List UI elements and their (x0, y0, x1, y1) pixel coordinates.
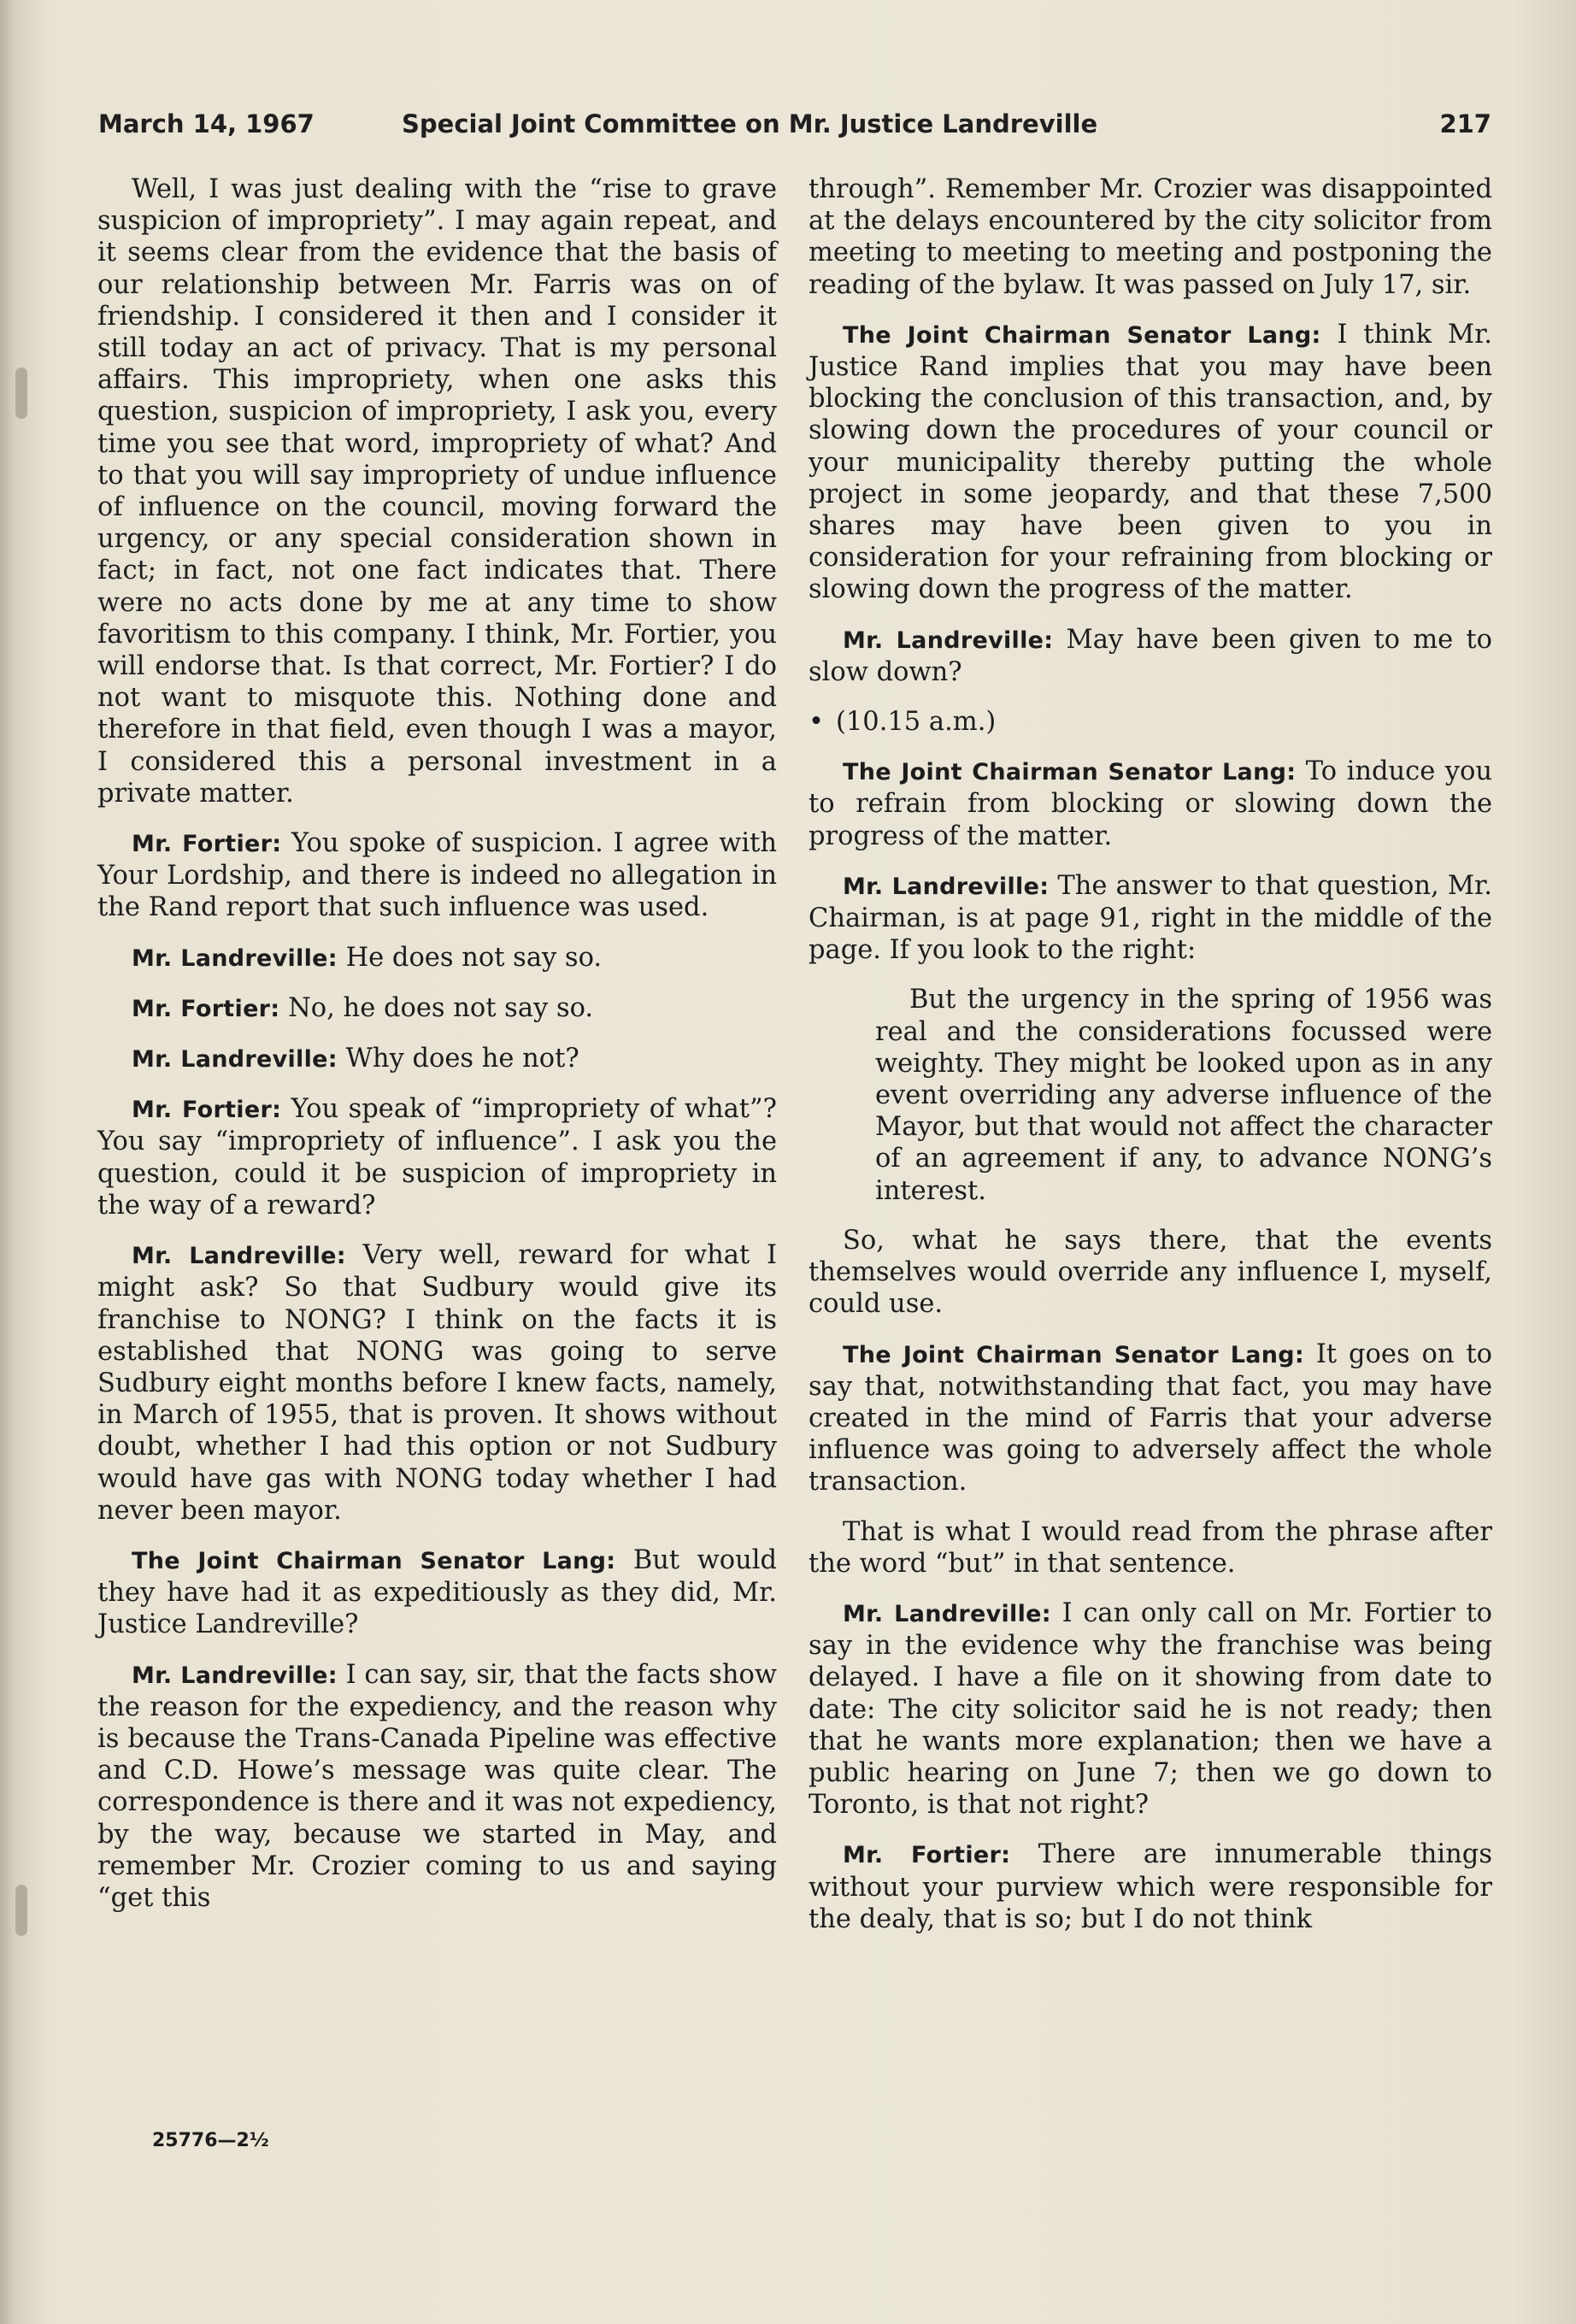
speech-text: Why does he not? (345, 1044, 579, 1074)
bullet-icon: • (809, 707, 824, 738)
speech-text: You speak of “impropriety of what”? You say “impropriety of influence”. I ask you the question, could it be suspicion of impropriety in the way of a reward? (97, 1094, 777, 1221)
speech-text: I can only call on Mr. Fortier to say in the evidence why the franchise was being delayed. I have a file on it showing from date to date: The city solicitor said he is not ready; then that he wants more explanation; then we have a public hearing on June 7; then we go down to Toronto, is that not right? (809, 1597, 1492, 1821)
speech-text: He does not say so. (345, 942, 603, 973)
paragraph: So, what he says there, that the events themselves would override any influence I, myself, could use. (809, 1225, 1492, 1320)
speaker-name: The Joint Chairman Senator Lang: (132, 1547, 616, 1574)
paragraph: through”. Remember Mr. Crozier was disappointed at the delays encountered by the city solicitor from meeting to meeting to meeting and postponing the reading of the bylaw. It was passed on July 17, sir. (809, 174, 1492, 300)
speaker-name: Mr. Fortier: (132, 831, 282, 858)
paragraph (97, 1043, 777, 1075)
paragraph (97, 1239, 777, 1527)
header-title: Special Joint Committee on Mr. Justice Landreville (402, 109, 1098, 138)
speaker-name: Mr. Fortier: (843, 1842, 1011, 1869)
time-text: (10.15 a.m.) (836, 707, 997, 738)
speaker-name: Mr. Landreville: (843, 627, 1054, 654)
paragraph (97, 1544, 777, 1641)
speaker-name: Mr. Landreville: (843, 1600, 1051, 1627)
speech-text: I can say, sir, that the facts show the reason for the expediency, and the reason why is because the Trans-Canada Pipeline was effective and C.D. Howe’s message was quite clear. The correspondence is there and it was not expediency, by the way, because we started in May, and remember Mr. Crozier coming to us and saying “get this (97, 1659, 777, 1913)
paragraph (809, 624, 1492, 688)
paragraph (97, 1093, 777, 1221)
speaker-name: Mr. Fortier: (132, 995, 280, 1022)
paragraph (809, 319, 1492, 606)
paragraph (97, 1659, 777, 1915)
speaker-name: The Joint Chairman Senator Lang: (843, 759, 1297, 786)
running-header (98, 109, 1491, 144)
printer-code: 25776—2½ (152, 2130, 269, 2151)
speech-text: You spoke of suspicion. I agree with Your Lordship, and there is indeed no allegation in the Rand report that such influence was used. (97, 828, 777, 923)
speaker-name: Mr. Landreville: (132, 944, 338, 972)
speaker-name: Mr. Landreville: (132, 1662, 338, 1689)
paragraph (97, 992, 777, 1025)
speaker-name: The Joint Chairman Senator Lang: (843, 321, 1321, 349)
speaker-name: Mr. Fortier: (132, 1097, 282, 1124)
paragraph (809, 1339, 1492, 1498)
speaker-name: Mr. Landreville: (843, 873, 1050, 900)
time-marker (809, 706, 1492, 738)
block-quote: But the urgency in the spring of 1956 was real and the considerations focussed were weighty. They might be looked upon as in any event overriding any adverse influence of the Mayor, but that would not affect the character of an agreement if any, to advance NONG’s interest. (875, 985, 1492, 1206)
paragraph (97, 827, 777, 924)
speech-text: It goes on to say that, notwithstanding that fact, you may have created in the mind of Farris that your adverse influence was going to adversely affect the whole transaction. (809, 1339, 1492, 1497)
speech-text: May have been given to me to slow down? (809, 624, 1492, 687)
paragraph (809, 1839, 1492, 1935)
binding-mark (15, 368, 27, 419)
speaker-name: Mr. Landreville: (132, 1046, 338, 1074)
page-number: 217 (1439, 109, 1491, 138)
speech-text: No, he does not say so. (288, 992, 594, 1023)
paragraph (809, 1597, 1492, 1821)
paragraph (809, 756, 1492, 852)
paragraph: That is what I would read from the phrase after the word “but” in that sentence. (809, 1516, 1492, 1579)
speech-text: But would they have had it as expeditiously as they did, Mr. Justice Landreville? (97, 1544, 777, 1640)
speech-text: There are innumerable things without your purview which were responsible for the dealy, that is so; but I do not think (809, 1839, 1492, 1934)
header-date: March 14, 1967 (98, 109, 315, 138)
paragraph (97, 942, 777, 974)
binding-mark (15, 1885, 27, 1936)
speech-text: I think Mr. Justice Rand implies that you may have been blocking the conclusion of this transaction, and, by slowing down the procedures of your council or your municipality thereby putting the whole project in some jeopardy, and that these 7,500 shares may have been given to you in consideration for your refraining from blocking or slowing down the progress of the matter. (809, 319, 1492, 605)
speech-text: To induce you to refrain from blocking or slowing down the progress of the matter. (809, 756, 1492, 851)
paragraph (809, 870, 1492, 967)
paragraph: Well, I was just dealing with the “rise to grave suspicion of impropriety”. I may again repeat, and it seems clear from the evidence that the basis of our relationship between Mr. Farris was on of friendship. I considered it then and I consider it still today an act of privacy. That is my personal affairs. This impropriety, when one asks this question, suspicion of impropriety, I ask you, every time you see that word, impropriety of what? And to that you will say impropriety of undue influence of influence on the council, moving forward the urgency, or any special consideration shown in fact; in fact, not one fact indicates that. There were no acts done by me at any time to show favoritism to this company. I think, Mr. Fortier, you will endorse that. Is that correct, Mr. Fortier? I do not want to misquote this. Nothing done and therefore in that field, even though I was a mayor, I considered this a personal investment in a private matter. (97, 174, 777, 809)
speaker-name: Mr. Landreville: (132, 1243, 346, 1270)
right-column (809, 174, 1492, 1953)
speech-text: Very well, reward for what I might ask? So that Sudbury would give its franchise to NONG? I think on the facts it is established that NONG was going to serve Sudbury eight months before I knew facts, namely, in March of 1955, that is proven. It shows without doubt, whether I had this option or not Sudbury would have gas with NONG today whether I had never been mayor. (97, 1240, 777, 1526)
speech-text: The answer to that question, Mr. Chairman, is at page 91, right in the middle of the page. If you look to the right: (809, 870, 1492, 966)
speaker-name: The Joint Chairman Senator Lang: (843, 1341, 1304, 1368)
left-column (97, 174, 777, 1932)
